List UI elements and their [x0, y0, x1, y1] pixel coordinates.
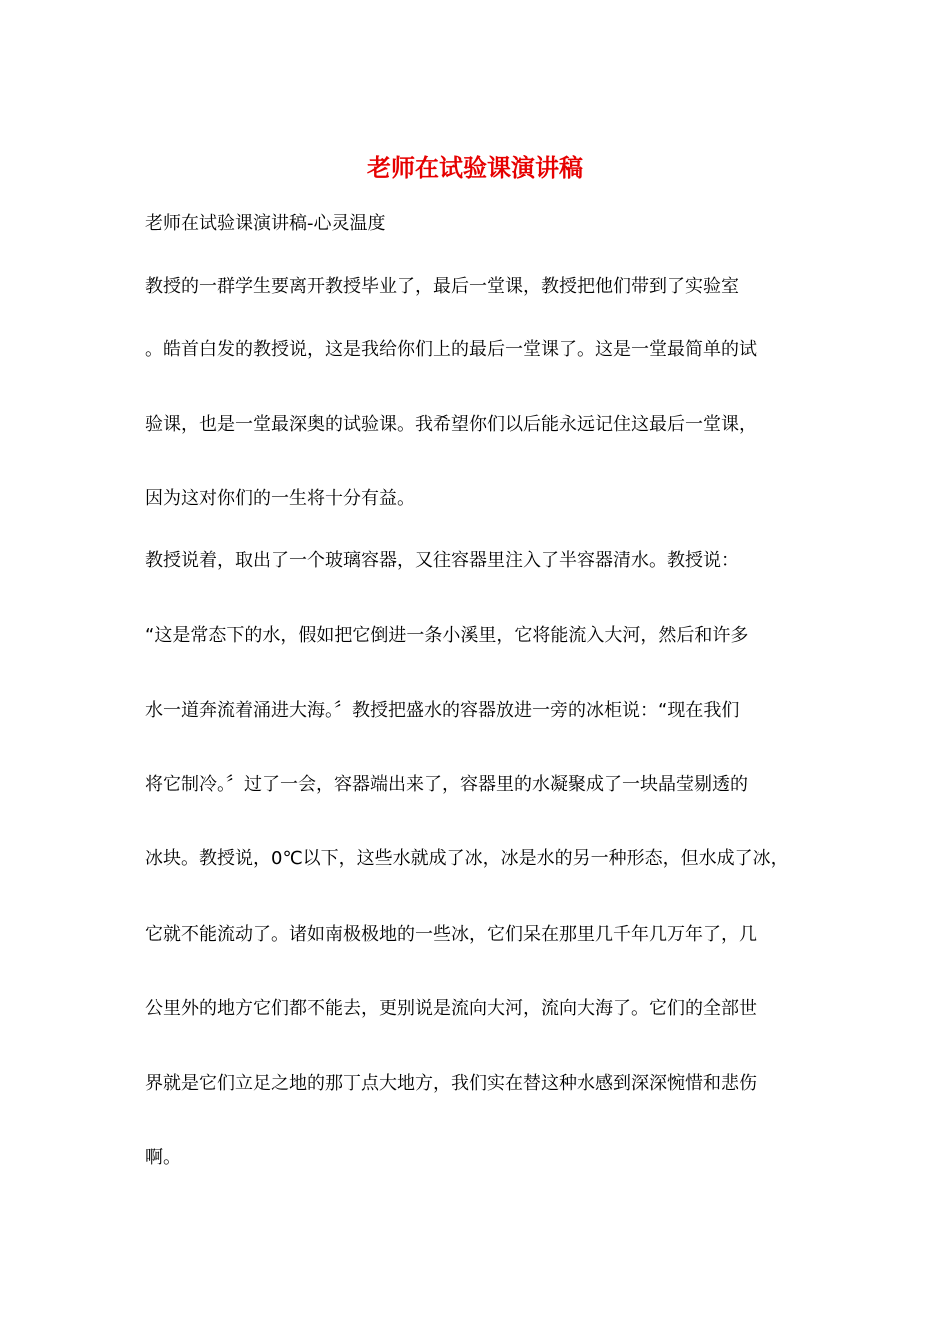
body-line: 验课，也是一堂最深奥的试验课。我希望你们以后能永远记住这最后一堂课，: [145, 414, 757, 435]
body-line: 水一道奔流着涌进大海。〞教授把盛水的容器放进一旁的冰柜说：“现在我们: [145, 700, 740, 721]
body-line: 冰块。教授说，0℃以下，这些水就成了冰，冰是水的另一种形态，但水成了冰，: [145, 848, 789, 869]
body-line: 因为这对你们的一生将十分有益。: [145, 488, 415, 509]
body-line: 教授说着，取出了一个玻璃容器，又往容器里注入了半容器清水。教授说：: [145, 550, 739, 571]
body-line: 它就不能流动了。诸如南极极地的一些冰，它们呆在那里几千年几万年了，几: [145, 924, 757, 945]
body-line: 将它制冷。〞过了一会，容器端出来了，容器里的水凝聚成了一块晶莹剔透的: [145, 774, 748, 795]
body-line: 。皓首白发的教授说，这是我给你们上的最后一堂课了。这是一堂最简单的试: [145, 339, 757, 360]
document-subtitle: 老师在试验课演讲稿-心灵温度: [145, 213, 386, 234]
body-line: “这是常态下的水，假如把它倒进一条小溪里，它将能流入大河，然后和许多: [145, 625, 749, 646]
body-line: 啊。: [145, 1147, 181, 1168]
body-line: 界就是它们立足之地的那丁点大地方，我们实在替这种水感到深深惋惜和悲伤: [145, 1073, 757, 1094]
document-title: 老师在试验课演讲稿: [367, 153, 583, 182]
body-line: 教授的一群学生要离开教授毕业了，最后一堂课，教授把他们带到了实验室: [145, 276, 739, 297]
body-line: 公里外的地方它们都不能去，更别说是流向大河，流向大海了。它们的全部世: [145, 998, 757, 1019]
